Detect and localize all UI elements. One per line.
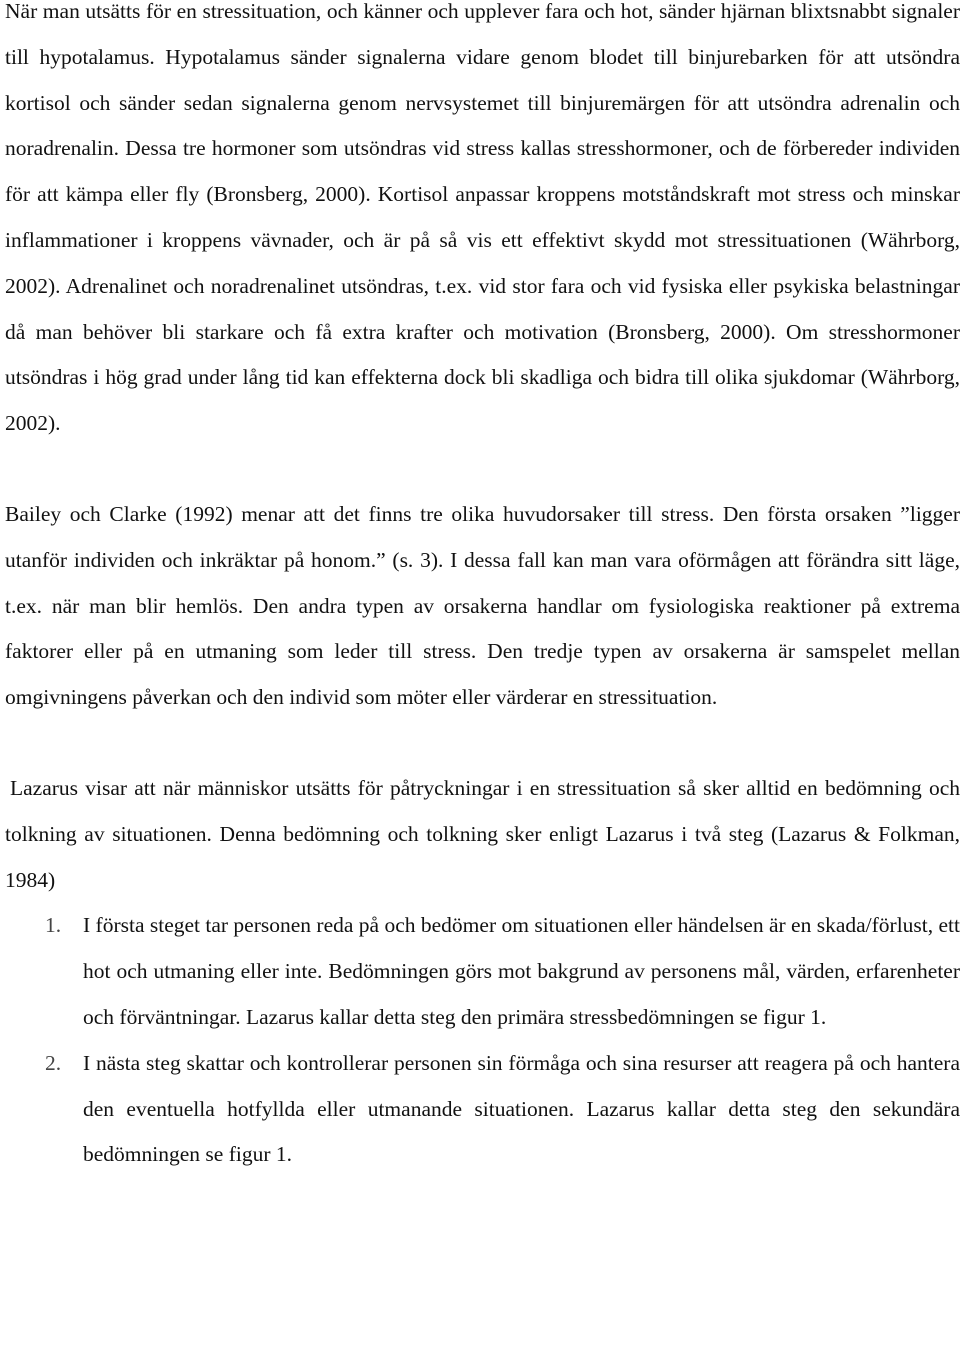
paragraph-stress-hormones: När man utsätts för en stressituation, och känner och upplever fara och hot, sänder hjärnan blixtsnabbt signaler till hypotalamus. Hypotalamus sänder signalerna vidare genom blodet till binjurebarken för att utsöndra kortisol och sänder sedan signalerna genom nervsystemet till binjuremärgen för att utsöndra adrenalin och noradrenalin. Dessa tre hormoner som utsöndras vid stress kallas stresshormoner, och de förbereder individen för att kämpa eller fly (Bronsberg, 2000). Kortisol anpassar kroppens motståndskraft mot stress och minskar inflammationer i kroppens vävnader, och är på så vis ett effektivt skydd mot stressituationen (Währborg, 2002). Adrenalinet och noradrenalinet utsöndras, t.ex. vid stor fara och vid fysiska eller psykiska belastningar då man behöver bli starkare och få extra krafter och motivation (Bronsberg, 2000). Om stresshormoner utsöndras i hög grad under lång tid kan effekterna dock bli skadliga och bidra till olika sjukdomar (Währborg, 2002). xyxy=(5,0,960,436)
list-item-text: I första steget tar personen reda på och bedömer om situationen eller händelsen är en skada/förlust, ett hot och utmaning eller inte. Bedömningen görs mot bakgrund av personens mål, värden, erfarenheter och förväntningar. Lazarus kallar detta steg den primära stressbedömningen se figur 1. xyxy=(83,913,960,1029)
list-number: 2. xyxy=(45,1050,62,1075)
paragraph-lazarus-intro xyxy=(5,766,960,903)
document-page xyxy=(5,0,960,1178)
list-item xyxy=(5,903,960,1040)
list-item xyxy=(5,1041,960,1178)
list-item-text: I nästa steg skattar och kontrollerar personen sin förmåga och sina resurser att reagera på och hantera den eventuella hotfyllda eller utmanande situationen. Lazarus kallar detta steg den sekundära bedömningen se figur 1. xyxy=(83,1050,960,1167)
paragraph-causes-of-stress: Bailey och Clarke (1992) menar att det finns tre olika huvudorsaker till stress. Den första orsaken ”ligger utanför individen och inkräktar på honom.” (s. 3). I dessa fall kan man vara oförmågen att förändra sitt läge, t.ex. när man blir hemlös. Den andra typen av orsakerna handlar om fysiologiska reaktioner på extrema faktorer eller på en utmaning som leder till stress. Den tredje typen av orsakerna är samspelet mellan omgivningens påverkan och den individ som möter eller värderar en stressituation. xyxy=(5,501,960,710)
appraisal-steps-list xyxy=(5,903,960,1178)
paragraph-lazarus-intro-text: Lazarus visar att när människor utsätts för påtryckningar i en stressituation så sker alltid en bedömning och tolkning av situationen. Denna bedömning och tolkning sker enligt Lazarus i två steg (Lazarus & Folkman, 1984) xyxy=(5,775,960,892)
list-number: 1. xyxy=(45,913,62,938)
